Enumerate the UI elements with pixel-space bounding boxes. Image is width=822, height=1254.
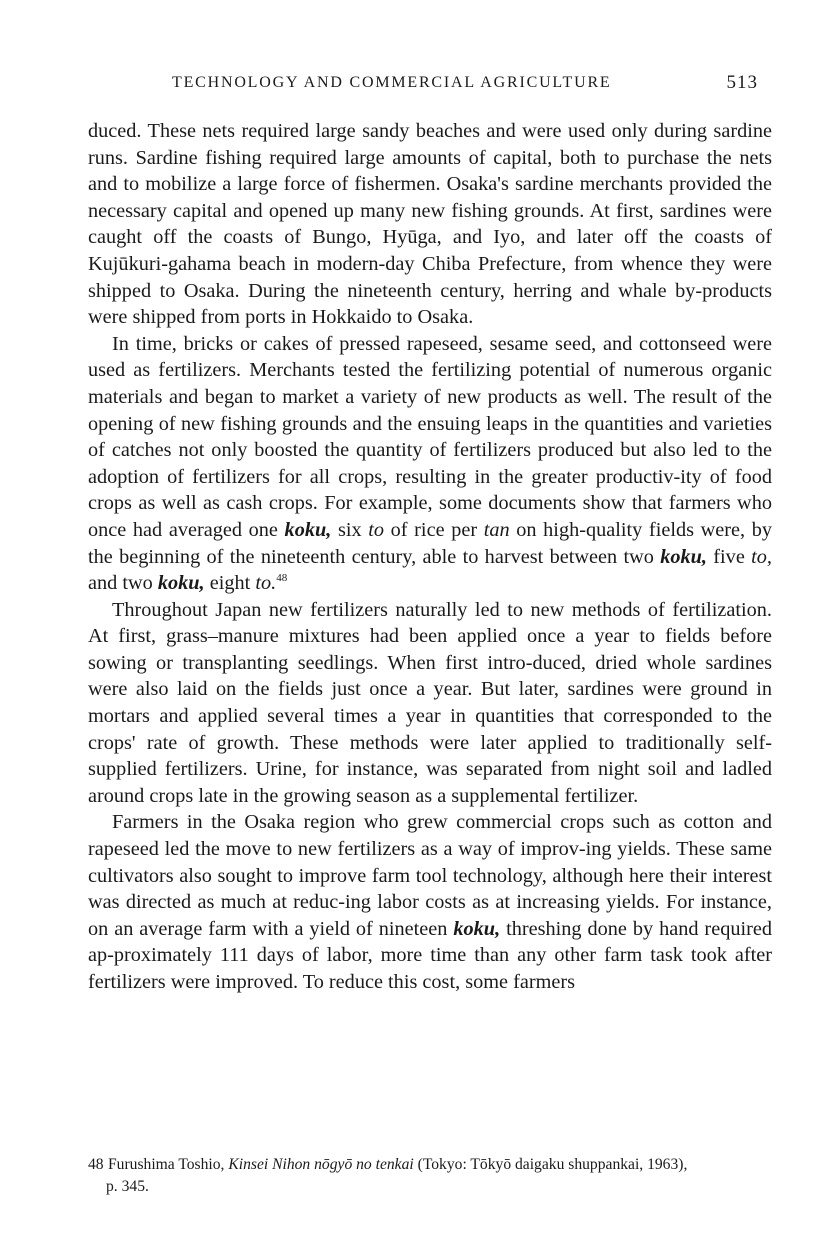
footnote-line <box>88 1154 772 1176</box>
paragraph-4-text: threshing done by hand required ap-proximately 111 days of labor, more time than any other farm task took after fertilizers were improved. To reduce this cost, some farmers <box>88 917 773 993</box>
term-to: to <box>368 518 385 541</box>
footnote <box>88 1154 772 1198</box>
footnote-book-title: Kinsei Nihon nōgyō no tenkai <box>228 1156 414 1173</box>
paragraph-2-text: of rice per <box>384 518 484 541</box>
paragraph-4-text: Farmers in the Osaka region who grew commercial crops such as cotton and rapeseed led the move to new fertilizers as a way of improv-ing yields. These same cultivators also sought to improve farm tool technology, although here their interest was directed as much at reduc-ing labor costs as at increasing yields. For instance, on an average farm with a yield of nineteen <box>88 811 772 940</box>
paragraph-2-text: eight <box>204 572 256 595</box>
book-page <box>88 62 772 996</box>
paragraph-2-text: five <box>706 545 752 568</box>
paragraph-2 <box>88 331 772 597</box>
footnote-page: p. 345. <box>106 1178 149 1195</box>
running-title: TECHNOLOGY AND COMMERCIAL AGRICULTURE <box>172 74 612 91</box>
term-koku: koku, <box>453 917 501 940</box>
page-number: 513 <box>726 72 758 93</box>
running-header <box>88 62 772 98</box>
term-koku: koku, <box>157 572 205 595</box>
paragraph-1: duced. These nets required large sandy beaches and were used only during sardine runs. Sardine fishing required large amounts of capital, both to purchase the nets and to mobilize a large force of fishermen. Osaka's sardine merchants provided the necessary capital and opened up many new fishing grounds. At first, sardines were caught off the coasts of Bungo, Hyūga, and Iyo, and later off the coasts of Kujūkuri-gahama beach in modern-day Chiba Prefecture, from whence they were shipped to Osaka. During the nineteenth century, herring and whale by-products were shipped from ports in Hokkaido to Osaka. <box>88 120 772 329</box>
body-text <box>88 118 772 996</box>
footnote-reference: 48 <box>276 572 288 585</box>
footnote-publication: (Tokyo: Tōkyō daigaku shuppankai, 1963), <box>413 1156 688 1173</box>
footnote-author: Furushima Toshio, <box>108 1156 229 1173</box>
paragraph-2-text: In time, bricks or cakes of pressed rapeseed, sesame seed, and cottonseed were used as fertilizers. Merchants tested the fertilizing potential of numerous organic materials and began to market a variety of new products as well. The result of the opening of new fishing grounds and the ensuing leaps in the quantities and varieties of catches not only boosted the quantity of fertilizers produced but also led to the adoption of fertilizers for all crops, resulting in the greater productiv-ity of food crops as well as cash crops. For example, some documents show that farmers who once had averaged one <box>88 332 772 541</box>
paragraph-2-text: six <box>331 518 369 541</box>
term-koku: koku, <box>284 518 332 541</box>
term-to: to. <box>255 572 277 595</box>
paragraph-4 <box>88 809 772 995</box>
paragraph-2-text: on high-quality fields were, by the beginning of the nineteenth century, able to harvest between two <box>88 518 772 568</box>
footnote-number: 48 <box>88 1156 104 1173</box>
term-koku: koku, <box>660 545 707 568</box>
term-to: to, <box>751 545 772 568</box>
term-tan: tan <box>483 518 510 541</box>
paragraph-3: Throughout Japan new fertilizers naturally led to new methods of fertilization. At first, grass–manure mixtures had been applied once a year to fields before sowing or transplanting seedlings. When first intro-duced, dried whole sardines were also laid on the fields just once a year. But later, sardines were ground in mortars and applied several times a year in quantities that corresponded to the crops' rate of growth. These methods were later applied to traditionally self-supplied fertilizers. Urine, for instance, was separated from night soil and ladled around crops late in the growing season as a supplemental fertilizer. <box>88 598 772 807</box>
paragraph-2-text: and two <box>88 572 158 595</box>
